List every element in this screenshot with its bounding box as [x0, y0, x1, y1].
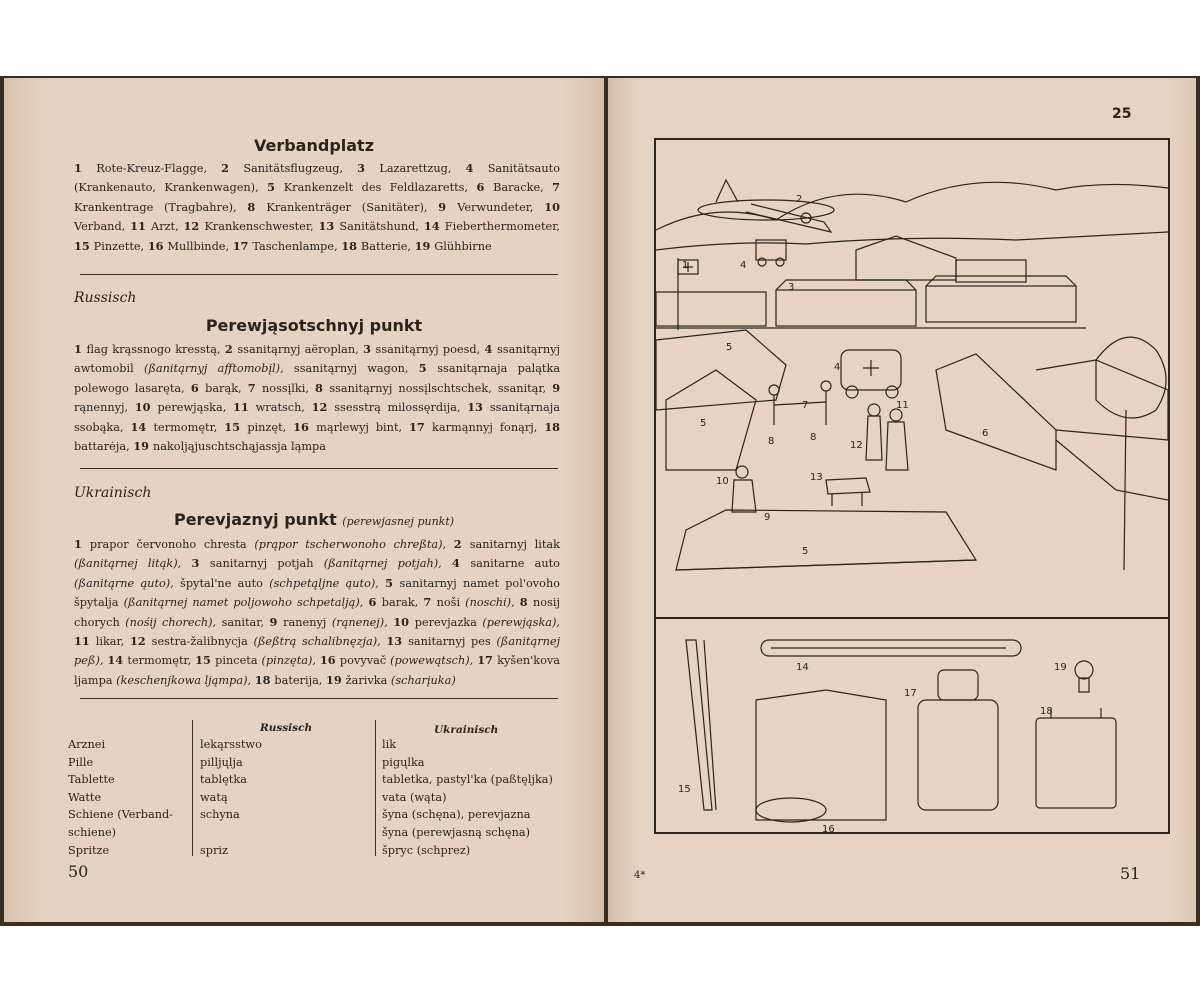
item-number: 2	[453, 537, 470, 551]
top-page-number: 25	[1112, 106, 1132, 122]
vocabulary-item: 4 ssanitąrnyj awtomobil (ßanitąrnyj afftomobįl),	[74, 342, 561, 376]
item-number: 15	[74, 238, 94, 253]
vocabulary-item: 19 Glühbirne	[414, 238, 492, 253]
vocabulary-item: 10 perevjazka (perewjąska),	[393, 614, 561, 629]
label-2: 2	[796, 194, 803, 205]
vocabulary-item: 5 sanitarnyj namet pol'ovoho špytalja (ßanitąrnej namet poljowoho schpetalją),	[74, 575, 561, 610]
thermometer-drawing	[761, 640, 1021, 656]
item-transliteration: (ßanitąrnyj afftomobįl),	[143, 362, 284, 376]
item-number: 15	[195, 653, 216, 668]
vocabulary-item: 1 Rote-Kreuz-Flagge,	[74, 161, 208, 175]
item-transliteration: (prąpor tscherwonoho chreßta),	[254, 538, 447, 551]
item-number: 4	[451, 556, 471, 571]
vocab-ukrainian-column	[382, 736, 582, 859]
item-number: 13	[318, 219, 340, 234]
divider	[80, 698, 558, 699]
item-number: 19	[133, 439, 153, 454]
vocab-cell: spriz	[200, 843, 228, 857]
item-number: 5	[418, 361, 438, 376]
item-number: 2	[224, 342, 238, 356]
item-number: 10	[393, 614, 415, 629]
vocabulary-item: 8 nosij chorych (nośij chorech),	[74, 595, 560, 629]
vocabulary-item: 15 pinceta (pinzęta),	[195, 653, 316, 668]
item-transliteration: (pinzęta),	[261, 654, 316, 668]
signature-mark: 4*	[634, 870, 646, 881]
hills	[656, 182, 1168, 230]
vocabulary-item: 9 ranenyj (rąnenej),	[269, 614, 388, 629]
vocabulary-item: 18 Batterie,	[341, 238, 412, 253]
ukrainian-language-label: Ukrainisch	[74, 485, 152, 501]
ukrainian-title-note: (perewjasnej punkt)	[342, 515, 455, 528]
item-number: 12	[311, 400, 335, 415]
right-page	[608, 78, 1196, 922]
light-bulb-drawing	[1075, 661, 1093, 692]
item-transliteration: (schpetąljne ąuto),	[269, 576, 379, 590]
vocab-cell: watą	[200, 790, 228, 804]
item-number: 14	[107, 653, 128, 668]
vocab-cell: špryc (schprez)	[382, 843, 471, 857]
label-10: 10	[716, 476, 729, 487]
item-number: 12	[129, 634, 152, 649]
item-transliteration: (powewątsch),	[390, 654, 474, 668]
vocabulary-item: 9 Verwundeter,	[438, 199, 534, 214]
vocabulary-item: 13 sanitarnyj pes (ßanitąrnej peß),	[74, 634, 561, 668]
ukrainian-title-text: Perevjaznyj punkt	[173, 510, 337, 529]
vocab-cell: Watte	[68, 790, 102, 804]
doctor-nurse	[866, 404, 908, 470]
big-tent	[676, 510, 976, 570]
item-number: 3	[191, 556, 210, 571]
label-5b: 5	[700, 418, 707, 429]
item-number: 8	[315, 380, 330, 395]
label-11: 11	[896, 400, 909, 411]
russian-item-list	[74, 340, 560, 456]
label-12: 12	[850, 440, 863, 451]
vocabulary-item: 3 Lazarettzug,	[357, 161, 452, 175]
vocabulary-item: 16 mąrlewyj bint,	[293, 419, 403, 434]
german-title: Verbandplatz	[253, 136, 375, 155]
item-number: 18	[544, 419, 561, 434]
vocabulary-item: 18 baterija,	[254, 672, 323, 687]
vocabulary-item: 18 battarėja,	[74, 419, 561, 454]
vocab-cell: Schiene (Verband-	[68, 808, 174, 822]
label-13: 13	[810, 472, 823, 483]
vocabulary-item: 1 prapor červonoho chresta (prąpor tscherwonoho chreßta),	[74, 537, 447, 551]
vocabulary-item: 10 Verband,	[74, 199, 561, 234]
item-number: 10	[544, 199, 561, 214]
label-4: 4	[740, 260, 747, 271]
vocab-column-line	[192, 720, 193, 856]
divider	[80, 468, 558, 469]
label-17: 17	[904, 688, 917, 699]
item-transliteration: (ßeßtrą schalibnęzja),	[253, 635, 381, 649]
item-number: 11	[232, 400, 256, 415]
item-number: 15	[224, 419, 248, 434]
vocabulary-item: 16 Mullbinde,	[147, 238, 230, 253]
vocabulary-item: 17 Taschenlampe,	[232, 238, 338, 253]
vocab-cell: Arznei	[68, 738, 106, 751]
vocab-cell: šyna (schęna), perevjazna	[382, 808, 531, 822]
vocabulary-item: 4 Sanitätsauto (Krankenauto, Krankenwagen),	[74, 161, 561, 195]
item-number: 19	[414, 238, 435, 253]
vocabulary-item: 12 sestra-žalibnycja (ßeßtrą schalibnęzja),	[129, 634, 381, 649]
vocabulary-item: 8 Krankenträger (Sanitäter),	[247, 199, 428, 214]
item-number: 18	[341, 238, 361, 253]
airplane	[698, 180, 834, 232]
vocabulary-item: 1 flag krąssnogo kresstą,	[74, 342, 221, 356]
vocabulary-item: 10 perewjąska,	[134, 400, 227, 415]
label-8b: 8	[810, 432, 817, 443]
label-18: 18	[1040, 706, 1053, 717]
vocabulary-item: 7 nossįlki,	[247, 380, 309, 395]
vocabulary-item: 19 žarivka (scharįuka)	[326, 672, 456, 687]
item-number: 9	[438, 199, 458, 214]
vocabulary-item: 9 rąnennyj,	[74, 380, 561, 415]
label-19: 19	[1054, 662, 1067, 673]
vocabulary-item: 11 wratsch,	[232, 400, 305, 415]
item-number: 14	[130, 419, 154, 434]
item-number: 6	[190, 380, 206, 395]
vocabulary-item: 4 sanitarne auto (ßanitąrne ąuto),	[74, 556, 560, 590]
item-number: 6	[368, 595, 382, 610]
vocabulary-item: 14 termomętr,	[107, 653, 192, 668]
russian-title: Perewjąsotschnyj punkt	[205, 316, 423, 335]
item-number: 1	[74, 161, 97, 175]
item-number: 9	[552, 380, 561, 395]
vocab-cell: vata (wąta)	[382, 790, 447, 804]
label-1: 1	[682, 260, 689, 271]
vocab-cell: pilljųlja	[200, 755, 243, 769]
vocabulary-item: 11 Arzt,	[130, 219, 179, 234]
item-number: 4	[465, 161, 488, 175]
vocab-cell: Tablette	[68, 773, 115, 787]
ukrainian-title	[74, 510, 554, 529]
item-number: 18	[254, 672, 275, 687]
vocabulary-item: ssanitąrnyj wagon,	[293, 362, 409, 376]
tree	[1096, 337, 1166, 570]
item-transliteration: (keschenjkowa ljąmpa),	[116, 673, 252, 687]
vocabulary-item: 19 nakoljąjuschtschąjassja ląmpa	[133, 439, 327, 454]
vocabulary-item: 6 barąk,	[190, 380, 242, 395]
vocab-cell: tablętka	[200, 773, 247, 787]
vocabulary-item: 3 ssanitąrnyj poesd,	[363, 342, 481, 356]
item-number: 11	[74, 634, 96, 649]
item-transliteration: (noschi),	[465, 596, 515, 610]
item-number: 4	[484, 342, 497, 356]
illustration-frame	[654, 138, 1170, 834]
vocabulary-item: 13 ssanitąrnaja ssobąka,	[74, 400, 561, 434]
vocab-header-ukrainian: Ukrainisch	[434, 724, 499, 736]
vocabulary-item: 2 sanitarnyj litak (ßanitąrnej litąk),	[74, 537, 561, 571]
vocab-column-line	[375, 720, 376, 856]
vocabulary-item: 15 pinzęt,	[224, 419, 287, 434]
label-14: 14	[796, 662, 809, 673]
vocab-cell: pigųlka	[382, 755, 425, 769]
medics-with-stretcher	[769, 381, 831, 425]
vocabulary-item: 2 Sanitätsflugzeug,	[221, 161, 344, 175]
item-transliteration: (ßanitąrnej potjah),	[323, 557, 442, 571]
vocabulary-item: 14 Fieberthermometer,	[423, 219, 560, 234]
vocab-russian-column	[200, 736, 370, 859]
vocabulary-item: 3 sanitarnyj potjah (ßanitąrnej potjah),	[191, 556, 442, 571]
bandage-roll-drawing	[756, 690, 886, 822]
item-transliteration: (ßanitąrnej litąk),	[74, 557, 182, 571]
medical-dog	[826, 478, 870, 506]
vocab-cell: lik	[382, 738, 397, 751]
vocab-cell: šyna (perewjasną schęna)	[382, 825, 531, 839]
vocabulary-item: 5 ssanitąrnaja palątka polewogo lasaręta,	[74, 361, 561, 395]
item-transliteration: (rąnenej),	[331, 615, 388, 629]
vocabulary-item: 12 Krankenschwester,	[183, 219, 314, 234]
german-item-list	[74, 159, 560, 256]
vocab-cell: lekąrsstwo	[200, 738, 262, 751]
barracks	[936, 354, 1168, 500]
left-page	[4, 78, 604, 922]
item-transliteration: (ßanitąrne ąuto),	[74, 576, 174, 590]
divider	[80, 274, 558, 275]
vocab-cell: Pille	[68, 755, 94, 769]
item-number: 17	[232, 238, 253, 253]
label-4b: 4	[834, 362, 841, 373]
item-number: 13	[467, 400, 490, 415]
item-number: 16	[147, 238, 168, 253]
label-7: 7	[802, 400, 809, 411]
item-transliteration: (ßanitąrnej namet poljowoho schpetalją),	[123, 596, 364, 610]
vocabulary-item: 13 Sanitätshund,	[318, 219, 419, 234]
item-number: 9	[269, 614, 284, 629]
vocabulary-item: 16 povyvač (powewątsch),	[319, 653, 474, 668]
label-3: 3	[788, 282, 795, 293]
vocabulary-item: 17 karmąnnyj fonąrj,	[409, 419, 538, 434]
russian-language-label: Russisch	[74, 290, 137, 306]
vocab-cell: schyna	[200, 808, 240, 822]
vocab-cell: Spritze	[68, 843, 110, 857]
vocabulary-item: 6 Baracke,	[476, 180, 544, 195]
item-number: 3	[363, 342, 376, 356]
item-transliteration: (nośij chorech),	[125, 615, 217, 629]
page-number-right: 51	[1120, 864, 1141, 883]
item-number: 16	[293, 419, 317, 434]
item-number: 3	[357, 161, 380, 175]
item-number: 7	[247, 380, 262, 395]
item-number: 16	[319, 653, 340, 668]
page-number-left: 50	[68, 862, 89, 881]
vocabulary-item: 7 noši (noschi),	[423, 595, 515, 610]
vocabulary-item: 12 ssesstrą milossęrdija,	[311, 400, 461, 415]
item-transliteration: (scharįuka)	[390, 673, 456, 687]
item-number: 17	[477, 653, 498, 668]
flashlight-drawing	[918, 670, 998, 810]
item-number: 14	[423, 219, 445, 234]
hospital-train	[656, 276, 1086, 328]
item-number: 11	[130, 219, 152, 234]
label-5c: 5	[802, 546, 809, 557]
label-16: 16	[822, 824, 835, 832]
item-number: 12	[183, 219, 205, 234]
item-number: 5	[267, 180, 284, 195]
item-number: 1	[74, 342, 87, 356]
vocabulary-item: 15 Pinzette,	[74, 238, 145, 253]
label-9: 9	[764, 512, 771, 523]
vocabulary-item: 17 kyšen'kova ljampa (keschenjkowa ljąmpa),	[74, 653, 561, 687]
vocab-cell	[200, 824, 370, 842]
station-building	[856, 236, 1026, 282]
item-number: 1	[74, 537, 90, 551]
vocabulary-item: sanitar,	[221, 615, 265, 629]
item-transliteration: (perewjąska),	[482, 615, 561, 629]
open-book	[0, 76, 1200, 926]
vocabulary-item: 11 likar,	[74, 634, 125, 649]
label-5: 5	[726, 342, 733, 353]
label-15: 15	[678, 784, 691, 795]
small-ambulance	[756, 240, 786, 266]
item-number: 19	[326, 672, 346, 687]
item-number: 10	[134, 400, 158, 415]
wounded-soldier	[732, 466, 756, 512]
label-8: 8	[768, 436, 775, 447]
item-number: 8	[247, 199, 267, 214]
vocabulary-item: 2 ssanitąrnyj aëroplan,	[224, 342, 359, 356]
horizon	[656, 232, 1168, 250]
vocabulary-item: 6 barak,	[368, 595, 419, 610]
item-number: 8	[519, 595, 533, 610]
ambulance	[841, 350, 901, 398]
vocab-header-russian: Russisch	[260, 722, 313, 734]
vocab-german-column	[68, 736, 188, 859]
item-number: 7	[423, 595, 437, 610]
vocabulary-item: 8 ssanitąrnyj nossįlschtschek, ssanitąr,	[315, 380, 547, 395]
first-aid-station-illustration	[656, 140, 1168, 832]
tent	[656, 330, 786, 470]
item-number: 2	[221, 161, 244, 175]
item-number: 6	[476, 180, 494, 195]
battery-drawing	[1036, 708, 1116, 808]
item-transliteration: (ßanitąrnej peß),	[74, 635, 561, 668]
item-number: 13	[386, 634, 409, 649]
vocabulary-item: 7 Krankentrage (Tragbahre),	[74, 180, 561, 214]
vocab-cell: schiene)	[68, 825, 117, 839]
vocabulary-item: 14 termomętr,	[130, 419, 218, 434]
vocab-cell: tabletka, pastyl'ka (paßtęljka)	[382, 773, 553, 787]
item-number: 5	[385, 575, 400, 590]
item-number: 7	[552, 180, 561, 195]
ukrainian-item-list	[74, 535, 560, 690]
label-6: 6	[982, 428, 989, 439]
vocabulary-item: špytal'ne auto (schpetąljne ąuto),	[180, 576, 379, 590]
item-number: 17	[409, 419, 433, 434]
vocabulary-item: 5 Krankenzelt des Feldlazaretts,	[267, 180, 469, 195]
